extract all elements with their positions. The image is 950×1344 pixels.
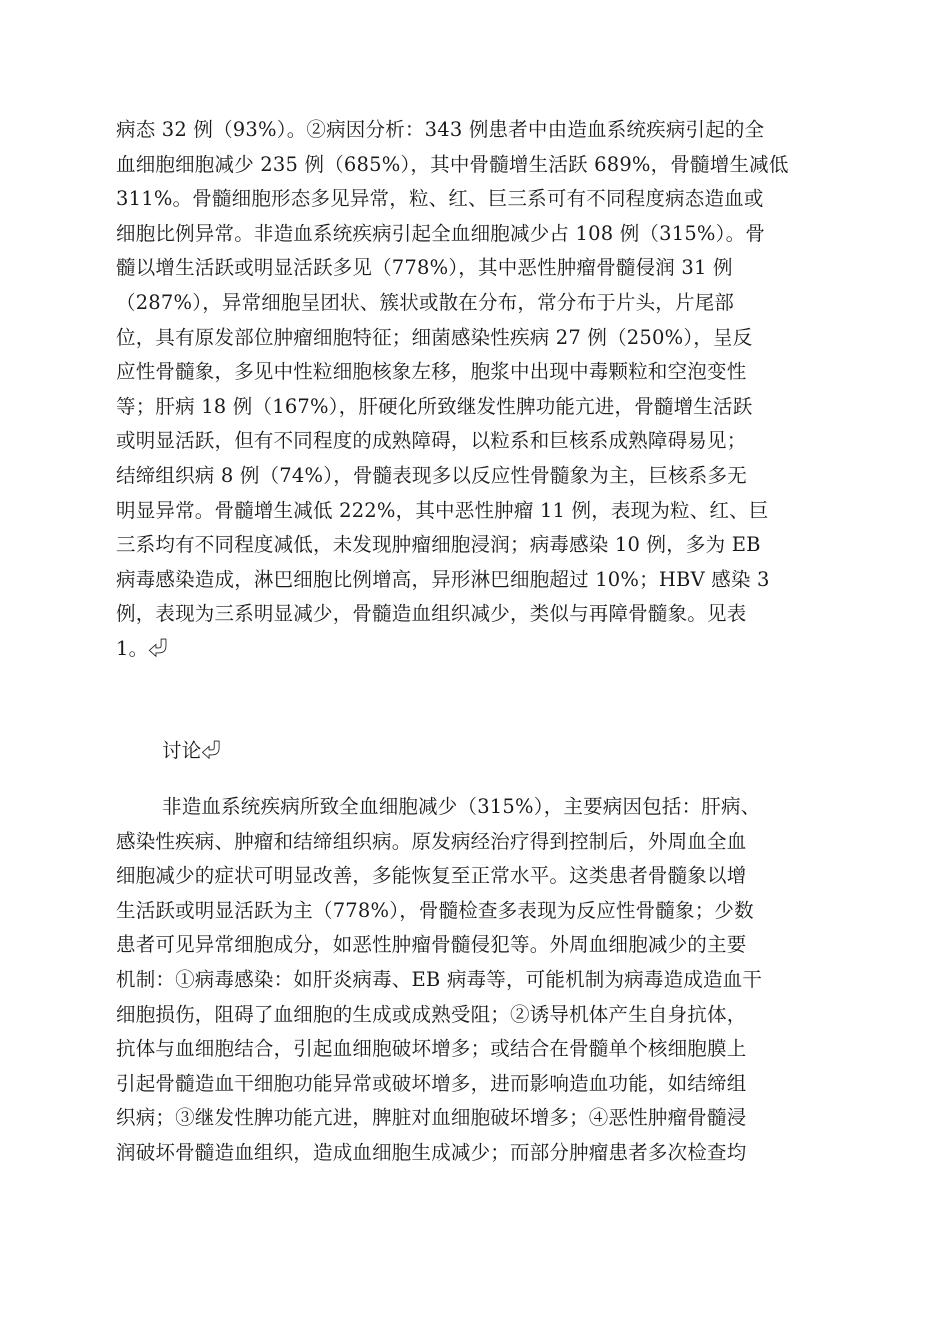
text-line: 病态 32 例（93%）。②病因分析：343 例患者中由造血系统疾病引起的全 bbox=[116, 118, 765, 141]
text-line: 病毒感染造成，淋巴细胞比例增高，异形淋巴细胞超过 10%；HBV 感染 3 bbox=[116, 567, 770, 591]
text-line: 感染性疾病、肿瘤和结缔组织病。原发病经治疗得到控制后，外周血全血 bbox=[116, 829, 747, 853]
text-line: 髓以增生活跃或明显活跃多见（778%），其中恶性肿瘤骨髓侵润 31 例 bbox=[116, 256, 733, 280]
text-line: 细胞损伤，阻碍了血细胞的生成或成熟受阻；②诱导机体产生自身抗体， bbox=[116, 1002, 747, 1026]
text-line: 织病；③继发性脾功能亢进，脾脏对血细胞破坏增多；④恶性肿瘤骨髓浸 bbox=[116, 1106, 747, 1130]
text-line: 细胞减少的症状可明显改善，多能恢复至正常水平。这类患者骨髓象以增 bbox=[116, 864, 747, 888]
text-line: 细胞比例异常。非造血系统疾病引起全血细胞减少占 108 例（315%）。骨 bbox=[116, 221, 766, 245]
section-heading-discussion bbox=[162, 734, 462, 769]
text-line: 结缔组织病 8 例（74%），骨髓表现多以反应性骨髓象为主，巨核系多无 bbox=[116, 463, 747, 487]
paragraph-discussion bbox=[116, 790, 834, 1171]
text-line: 311%。骨髓细胞形态多见异常，粒、红、巨三系可有不同程度病态造血或 bbox=[116, 187, 764, 211]
text-line: 机制：①病毒感染：如肝炎病毒、EB 病毒等，可能机制为病毒造成造血干 bbox=[116, 967, 763, 991]
text-line: （287%），异常细胞呈团状、簇状或散在分布，常分布于片头，片尾部 bbox=[116, 290, 735, 314]
text-line: 引起骨髓造血干细胞功能异常或破坏增多，进而影响造血功能，如结缔组 bbox=[116, 1071, 747, 1095]
text-line: 明显异常。骨髓增生减低 222%，其中恶性肿瘤 11 例，表现为粒、红、巨 bbox=[116, 498, 769, 522]
text-line: 非造血系统疾病所致全血细胞减少（315%），主要病因包括：肝病、 bbox=[162, 795, 761, 818]
text-line: 位，具有原发部位肿瘤细胞特征；细菌感染性疾病 27 例（250%），呈反 bbox=[116, 325, 753, 349]
text-line: 血细胞细胞减少 235 例（685%），其中骨髓增生活跃 689%，骨髓增生减低 bbox=[116, 152, 789, 176]
text-line: 润破坏骨髓造血组织，造成血细胞生成减少；而部分肿瘤患者多次检查均 bbox=[116, 1140, 747, 1164]
paragraph-results-text bbox=[116, 113, 834, 667]
text-line: 三系均有不同程度减低，未发现肿瘤细胞浸润；病毒感染 10 例，多为 EB bbox=[116, 533, 761, 557]
heading-text: 讨论⏎ bbox=[162, 739, 222, 762]
text-line: 患者可见异常细胞成分，如恶性肿瘤骨髓侵犯等。外周血细胞减少的主要 bbox=[116, 933, 747, 957]
paragraph-results bbox=[116, 113, 834, 667]
text-line: 1。⏎ bbox=[116, 636, 169, 660]
paragraph-discussion-text bbox=[116, 790, 834, 1171]
text-line: 或明显活跃，但有不同程度的成熟障碍，以粒系和巨核系成熟障碍易见； bbox=[116, 429, 747, 453]
text-line: 应性骨髓象，多见中性粒细胞核象左移，胞浆中出现中毒颗粒和空泡变性 bbox=[116, 360, 747, 384]
text-line: 生活跃或明显活跃为主（778%），骨髓检查多表现为反应性骨髓象；少数 bbox=[116, 898, 754, 922]
text-line: 等；肝病 18 例（167%），肝硬化所致继发性脾功能亢进，骨髓增生活跃 bbox=[116, 394, 753, 418]
text-line: 例，表现为三系明显减少，骨髓造血组织减少，类似与再障骨髓象。见表 bbox=[116, 602, 747, 626]
text-line: 抗体与血细胞结合，引起血细胞破坏增多；或结合在骨髓单个核细胞膜上 bbox=[116, 1037, 747, 1061]
